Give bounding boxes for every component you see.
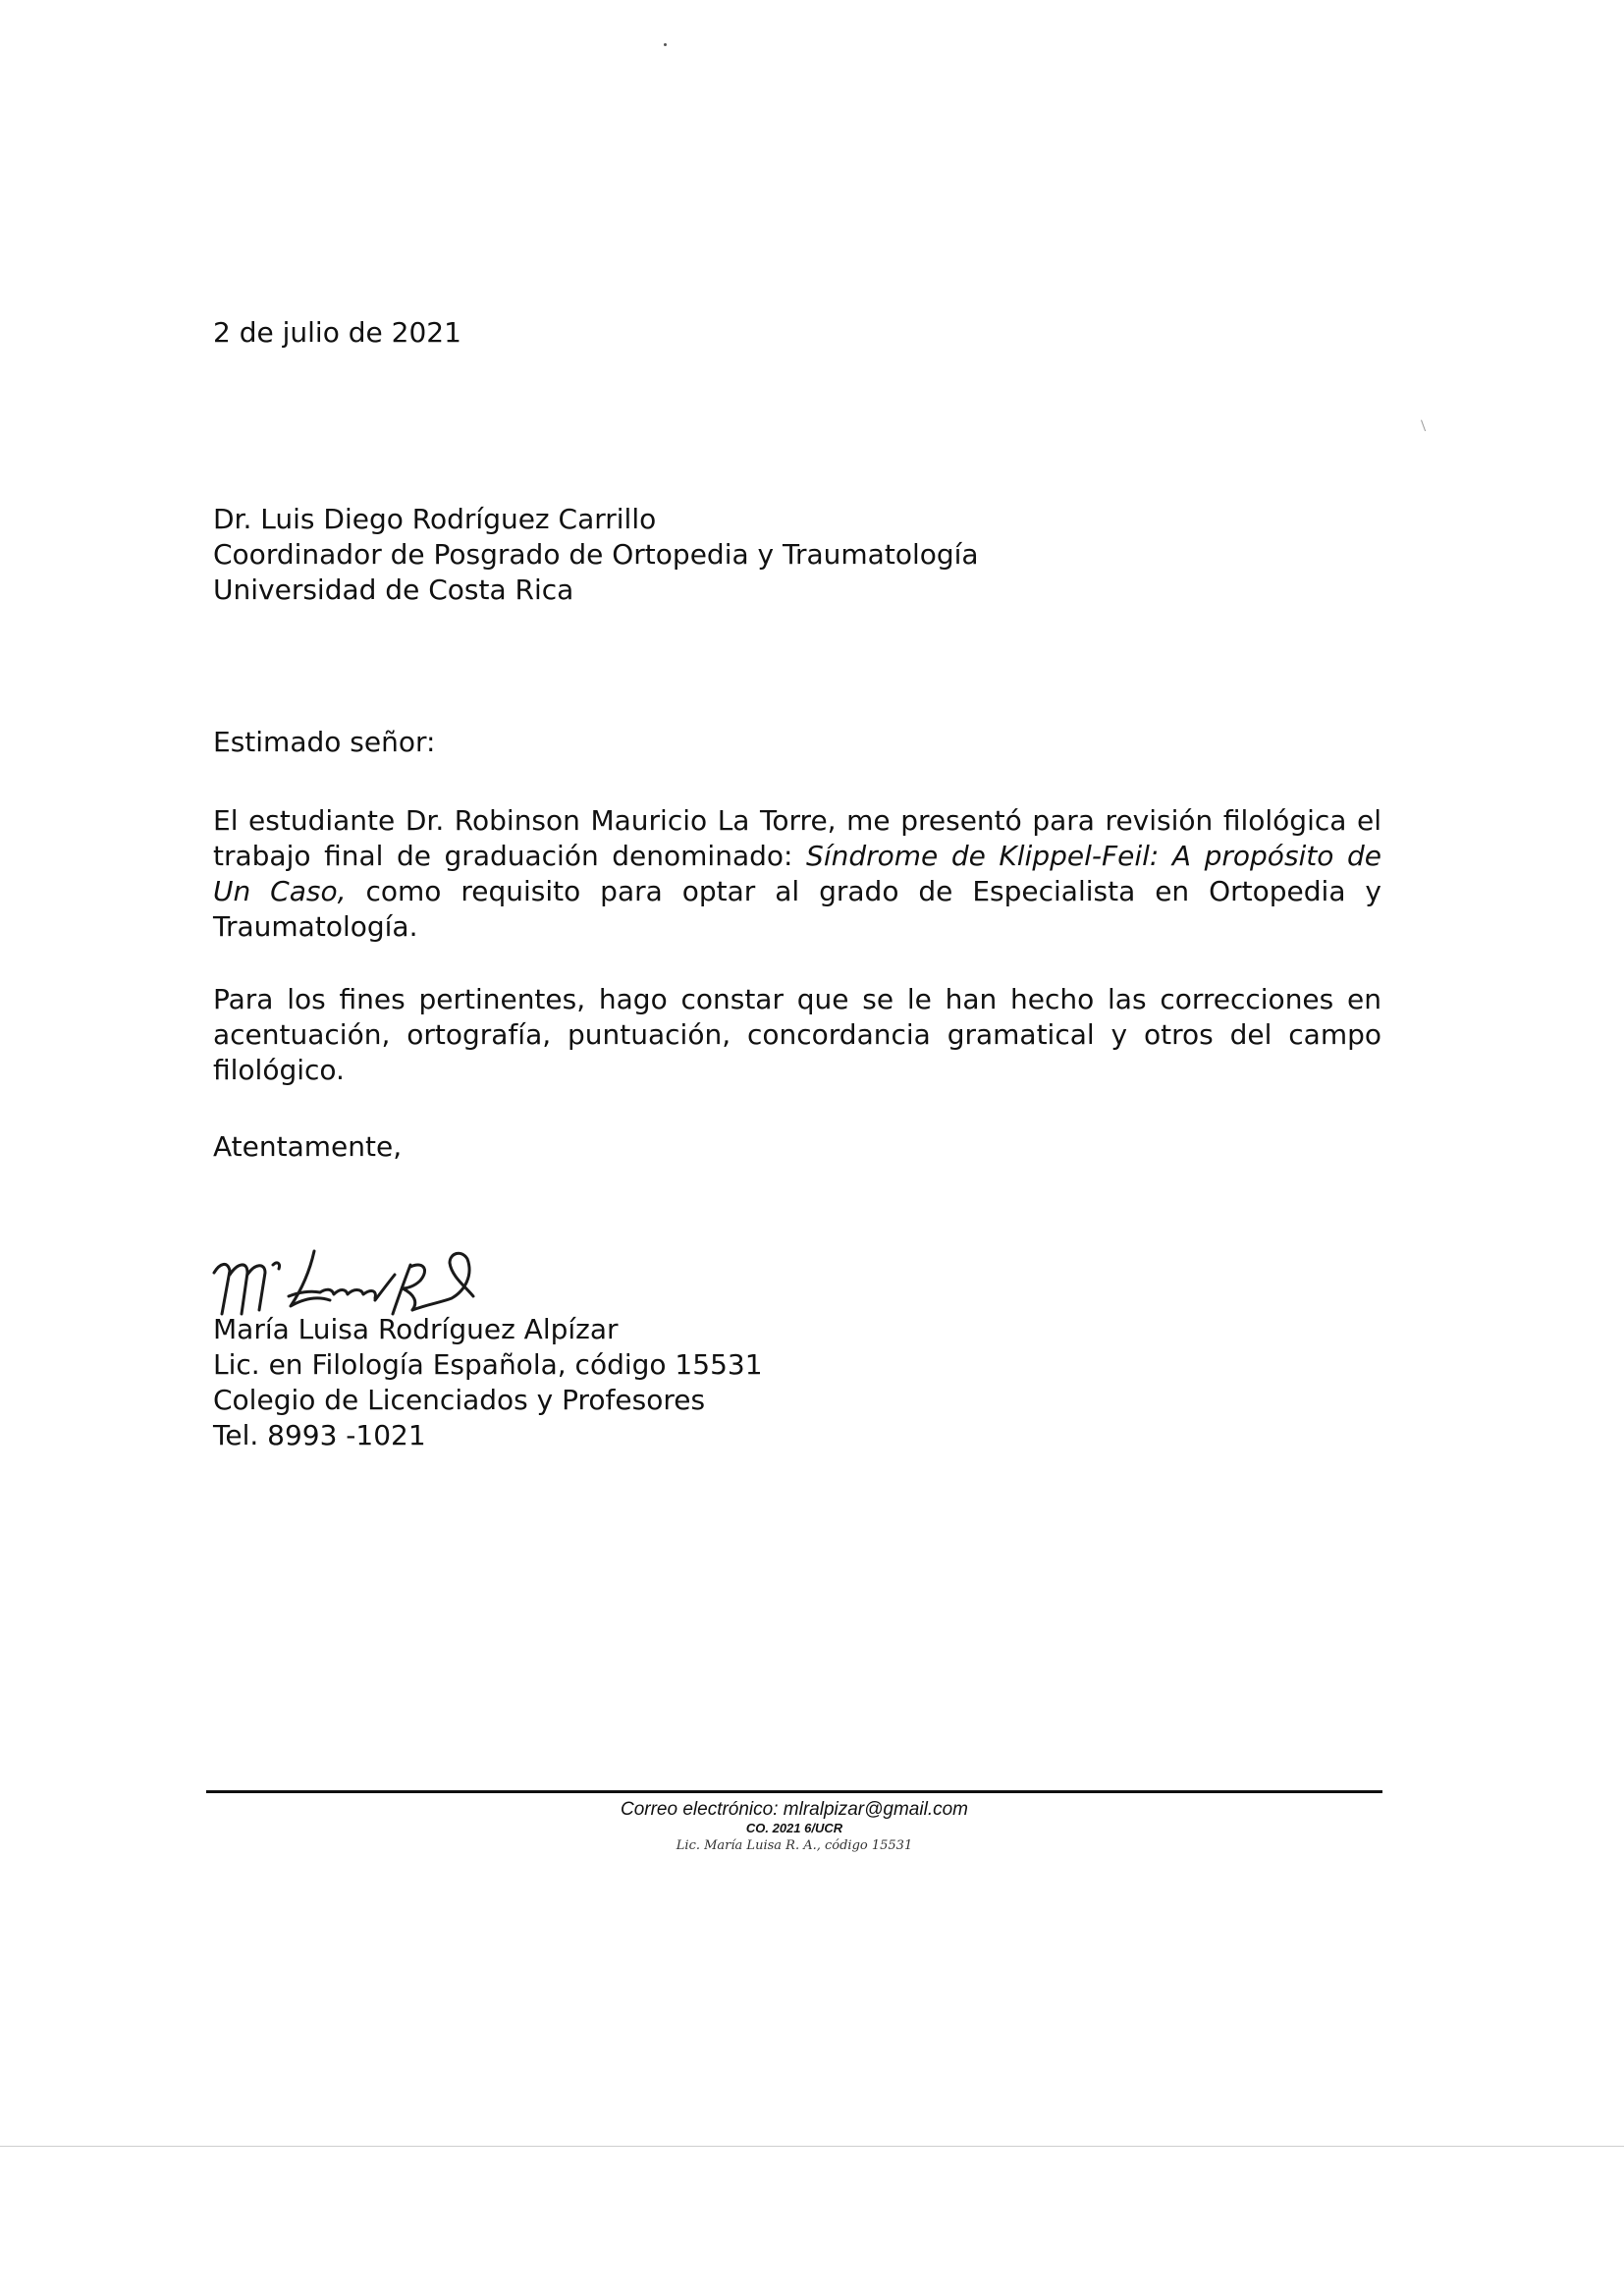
recipient-title: Coordinador de Posgrado de Ortopedia y Traumatología — [213, 538, 979, 571]
recipient-name: Dr. Luis Diego Rodríguez Carrillo — [213, 503, 657, 535]
signer-phone: Tel. 8993 -1021 — [213, 1419, 426, 1451]
signer-organization: Colegio de Licenciados y Profesores — [213, 1384, 706, 1416]
footer-divider — [206, 1790, 1382, 1793]
salutation: Estimado señor: — [213, 726, 436, 758]
signer-block — [213, 1312, 763, 1453]
body-paragraph-2: Para los fines pertinentes, hago constar que se le han hecho las correcciones en acentuación, ortografía, puntuación, concordancia gramatical y otros del campo filológico. — [213, 983, 1381, 1086]
scan-mark — [1421, 419, 1428, 431]
closing: Atentamente, — [213, 1130, 403, 1163]
thesis-title: Síndrome de Klippel-Feil: A propósito de Un Caso, — [213, 840, 1381, 907]
letterhead-footer — [206, 1798, 1382, 1856]
signer-credential: Lic. en Filología Española, código 15531 — [213, 1348, 763, 1381]
body-text: El estudiante Dr. Robinson Mauricio La Torre, me presentó para revisión filológica el trabajo final de graduación denominado: — [213, 804, 1381, 872]
body-text: como requisito para optar al grado de Especialista en Ortopedia y Traumatología. — [213, 875, 1381, 943]
recipient-institution: Universidad de Costa Rica — [213, 574, 574, 606]
scan-speck — [664, 43, 667, 46]
body-paragraph-1 — [213, 803, 1381, 945]
footer-stamp: Lic. María Luisa R. A., código 15531 — [676, 1838, 913, 1853]
signer-name: María Luisa Rodríguez Alpízar — [213, 1313, 619, 1345]
scan-edge-line — [0, 2146, 1624, 2147]
footer-email: Correo electrónico: mlralpizar@gmail.com — [620, 1799, 968, 1820]
recipient-block — [213, 502, 979, 608]
letter-date: 2 de julio de 2021 — [213, 316, 461, 349]
footer-code: CO. 2021 6/UCR — [745, 1821, 843, 1835]
